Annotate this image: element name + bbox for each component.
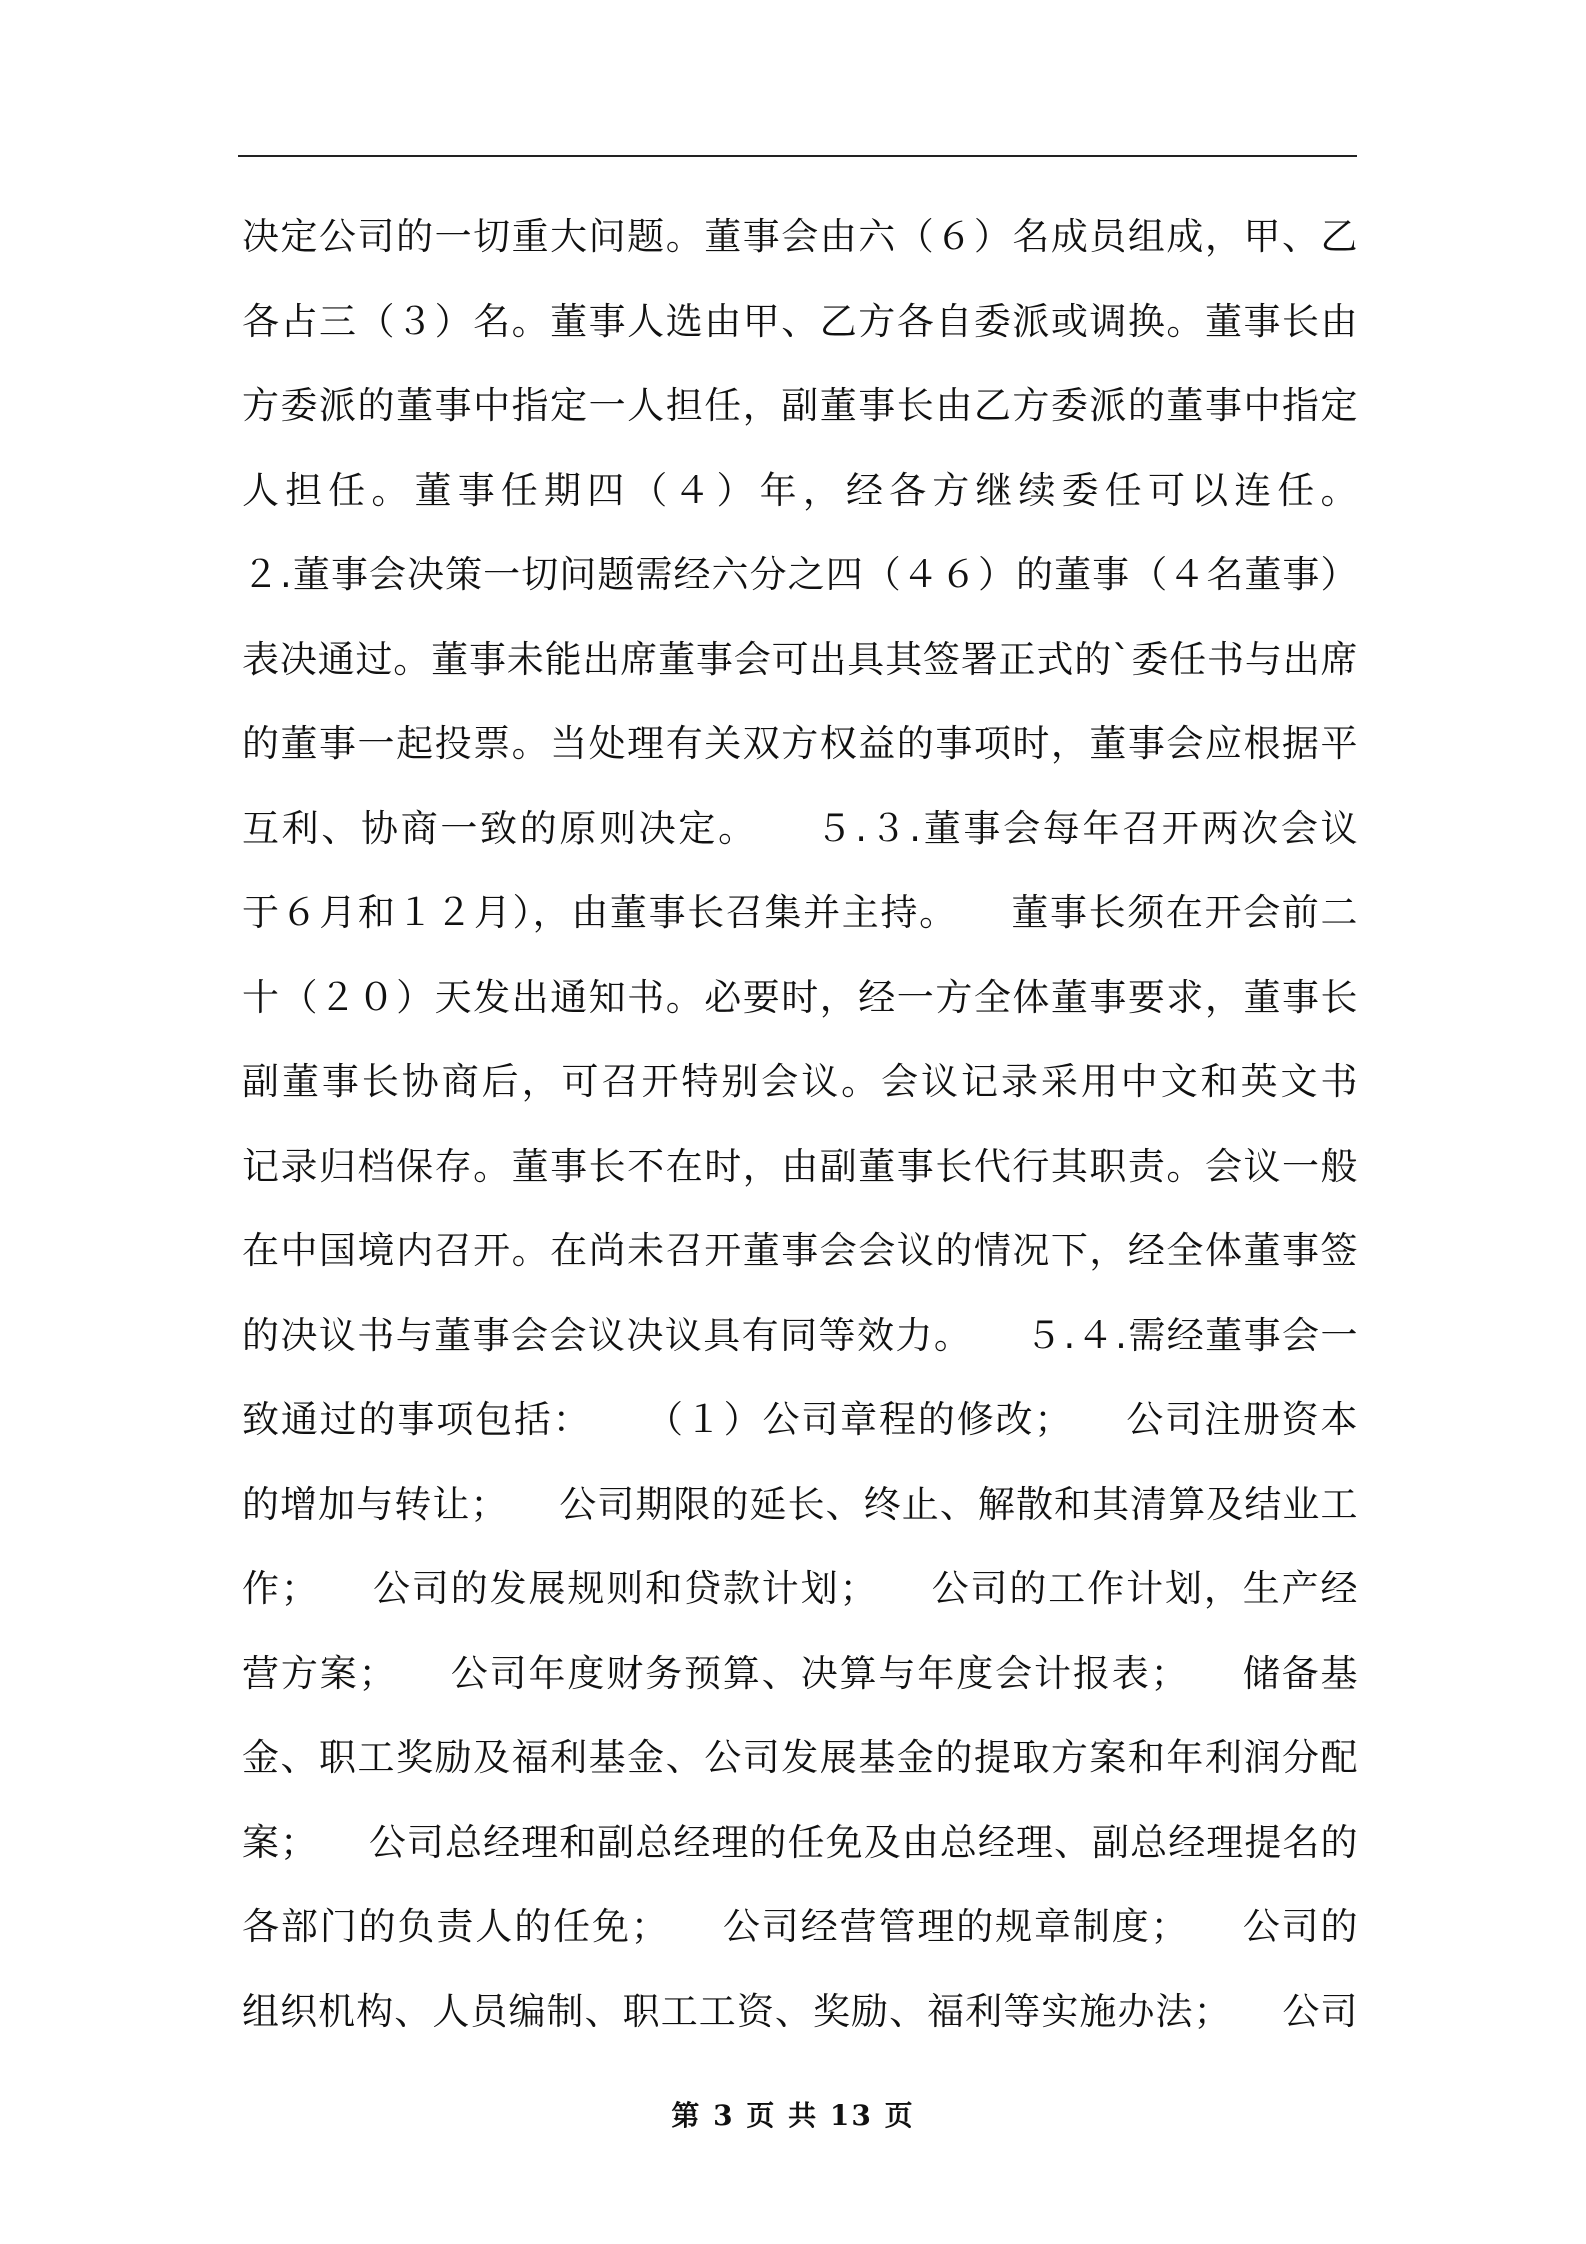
text-line: 决定公司的一切重大问题。董事会由六（６）名成员组成，甲、乙 (242, 215, 1358, 258)
header-rule (238, 155, 1357, 157)
text-line: 营方案； 公司年度财务预算、决算与年度会计报表； 储备基 (242, 1651, 1358, 1695)
text-line: 互利、协商一致的原则决定。 ５.３.董事会每年召开两次会议 (242, 806, 1358, 850)
text-line: 作； 公司的发展规则和贷款计划； 公司的工作计划，生产经 (242, 1567, 1358, 1610)
document-body (242, 195, 1358, 2054)
text-line: 的决议书与董事会会议决议具有同等效力。 ５.４.需经董事会一 (242, 1313, 1358, 1357)
footer-current-page: 3 (713, 2099, 735, 2132)
text-line: 于６月和１２月），由董事长召集并主持。 董事长须在开会前二 (242, 891, 1358, 934)
text-line: 组织机构、人员编制、职工工资、奖励、福利等实施办法； 公司 (242, 1989, 1358, 2033)
text-line: 的董事一起投票。当处理有关双方权益的事项时，董事会应根据平 (242, 722, 1358, 765)
text-line: 表决通过。董事未能出席董事会可出具其签署正式的`委任书与出席 (242, 637, 1358, 681)
text-line: 金、职工奖励及福利基金、公司发展基金的提取方案和年利润分配 (242, 1736, 1358, 1779)
text-line: 案； 公司总经理和副总经理的任免及由总经理、副总经理提名的 (242, 1820, 1358, 1864)
text-line: 在中国境内召开。在尚未召开董事会会议的情况下，经全体董事签 (242, 1229, 1358, 1272)
footer-suffix: 页 (884, 2099, 915, 2132)
text-line: 十（２０）天发出通知书。必要时，经一方全体董事要求，董事长 (242, 975, 1358, 1019)
text-line: ２.董事会决策一切问题需经六分之四（４６）的董事（４名董事） (242, 553, 1358, 596)
text-line: 副董事长协商后，可召开特别会议。会议记录采用中文和英文书 (242, 1060, 1358, 1103)
text-line: 各部门的负责人的任免； 公司经营管理的规章制度； 公司的 (242, 1905, 1358, 1948)
footer-middle: 页 共 (746, 2099, 819, 2132)
text-line: 人担任。董事任期四（４）年，经各方继续委任可以连任。 (242, 468, 1358, 512)
footer-prefix: 第 (671, 2099, 702, 2132)
text-line: 的增加与转让； 公司期限的延长、终止、解散和其清算及结业工 (242, 1482, 1358, 1526)
footer-total-pages: 13 (829, 2099, 873, 2132)
page-footer (0, 2094, 1586, 2134)
text-line: 记录归档保存。董事长不在时，由副董事长代行其职责。会议一般 (242, 1144, 1358, 1188)
text-line: 致通过的事项包括： （１）公司章程的修改； 公司注册资本 (242, 1398, 1358, 1441)
text-line: 各占三（３）名。董事人选由甲、乙方各自委派或调换。董事长由 (242, 299, 1358, 343)
text-line: 方委派的董事中指定一人担任，副董事长由乙方委派的董事中指定 (242, 384, 1358, 427)
